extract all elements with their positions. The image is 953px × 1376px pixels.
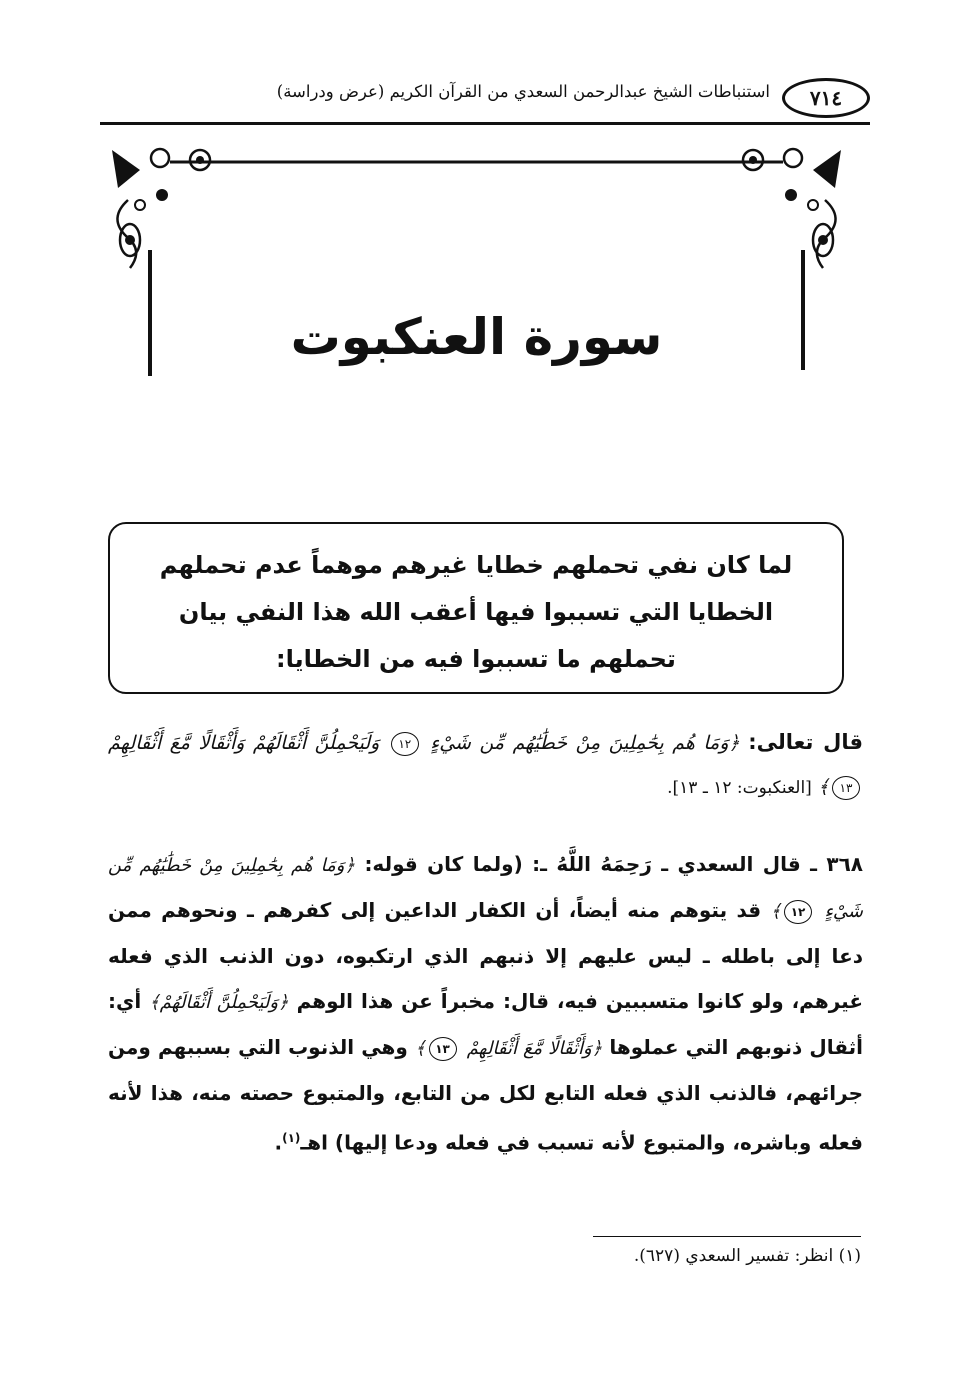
quran-verse-part1: وَمَا هُم بِحَٰمِلِينَ مِنْ خَطَٰيَٰهُم مِّن شَيْءٍ (430, 732, 729, 754)
quran-quote: ﴿وَمَا هُم بِحَٰمِلِينَ مِنْ خَطَٰيَٰهُم مِّن شَيْءٍ (108, 855, 864, 922)
quran-verse-part2: وَلَيَحْمِلُنَّ أَثْقَالَهُمْ وَأَثْقَالًا مَّعَ أَثْقَالِهِمْ (108, 732, 380, 754)
running-title: استنباطات الشيخ عبدالرحمن السعدي من القرآن الكريم (عرض ودراسة) (276, 82, 770, 101)
ayah-number-mark: ١٣ (429, 1037, 457, 1061)
page-header (100, 72, 870, 122)
quran-close-bracket: ﴾ (817, 776, 829, 798)
footnote-rule (593, 1236, 861, 1237)
commentary-text: وهي الذنوب التي بسببهم ومن جرائهم، فالذنب الذي فعله التابع لكل من التابع، والمتبوع حصته منه، هذا لأنه فعله وباشره، والمتبوع لأنه تسبب في فعله ودعا إليها) اهـ (108, 1035, 863, 1155)
commentary-paragraph (108, 842, 863, 1166)
header-rule (100, 122, 870, 125)
commentary-text: قد يتوهم منه أيضاً، أن الكفار الداعين إلى كفرهم ـ ونحوهم ممن دعا إلى باطله ـ ليس عليهم إلا ذنبهم الذي ارتكبوه، دون الذنب الذي فعله غيرهم، ولو كانوا متسببين فيه، قال: مخبراً عن هذا الوهم (108, 898, 863, 1013)
ayah-number-mark: ١٢ (391, 732, 419, 756)
page-number: ٧١٤ (782, 78, 870, 118)
quran-quote: ﴿وَلَيَحْمِلُنَّ أَثْقَالَهُمْ﴾ (149, 992, 289, 1013)
ayah-number-mark: ١٢ (784, 900, 812, 924)
commentary-text: ٣٦٨ ـ قال السعدي ـ رَحِمَهُ اللَّهُ ـ: (ولما كان قوله: (364, 852, 863, 876)
verse-block (108, 720, 863, 810)
surah-title: سورة العنكبوت (290, 308, 663, 366)
intro-box (108, 522, 844, 694)
quran-close-bracket: ﴾ (414, 1038, 426, 1059)
quran-open-bracket: ﴿ (728, 732, 740, 754)
left-corner-ornament-icon (112, 150, 140, 188)
ayah-number-mark: ١٣ (832, 776, 860, 800)
footnote: (١) انظر: تفسير السعدي (٦٢٧). (633, 1246, 861, 1266)
right-corner-ornament-icon (813, 150, 841, 188)
verse-lead: قال تعالى: (748, 730, 863, 754)
quran-quote: ﴿وَأَثْقَالًا مَّعَ أَثْقَالِهِمْ (466, 1038, 603, 1059)
intro-text: لما كان نفي تحملهم خطايا غيرهم موهماً عدم تحملهم الخطايا التي تسببوا فيها أعقب الله هذا النفي بيان تحملهم ما تسببوا فيه من الخطايا: (159, 551, 793, 673)
commentary-text: أي: أثقال ذنوبهم التي عملوها (108, 989, 864, 1059)
quran-close-bracket: ﴾ (770, 901, 782, 922)
commentary-end: . (274, 1130, 283, 1155)
verse-reference: [العنكبوت: ١٢ ـ ١٣]. (667, 778, 812, 798)
footnote-reference[interactable]: (١) (282, 1131, 301, 1145)
